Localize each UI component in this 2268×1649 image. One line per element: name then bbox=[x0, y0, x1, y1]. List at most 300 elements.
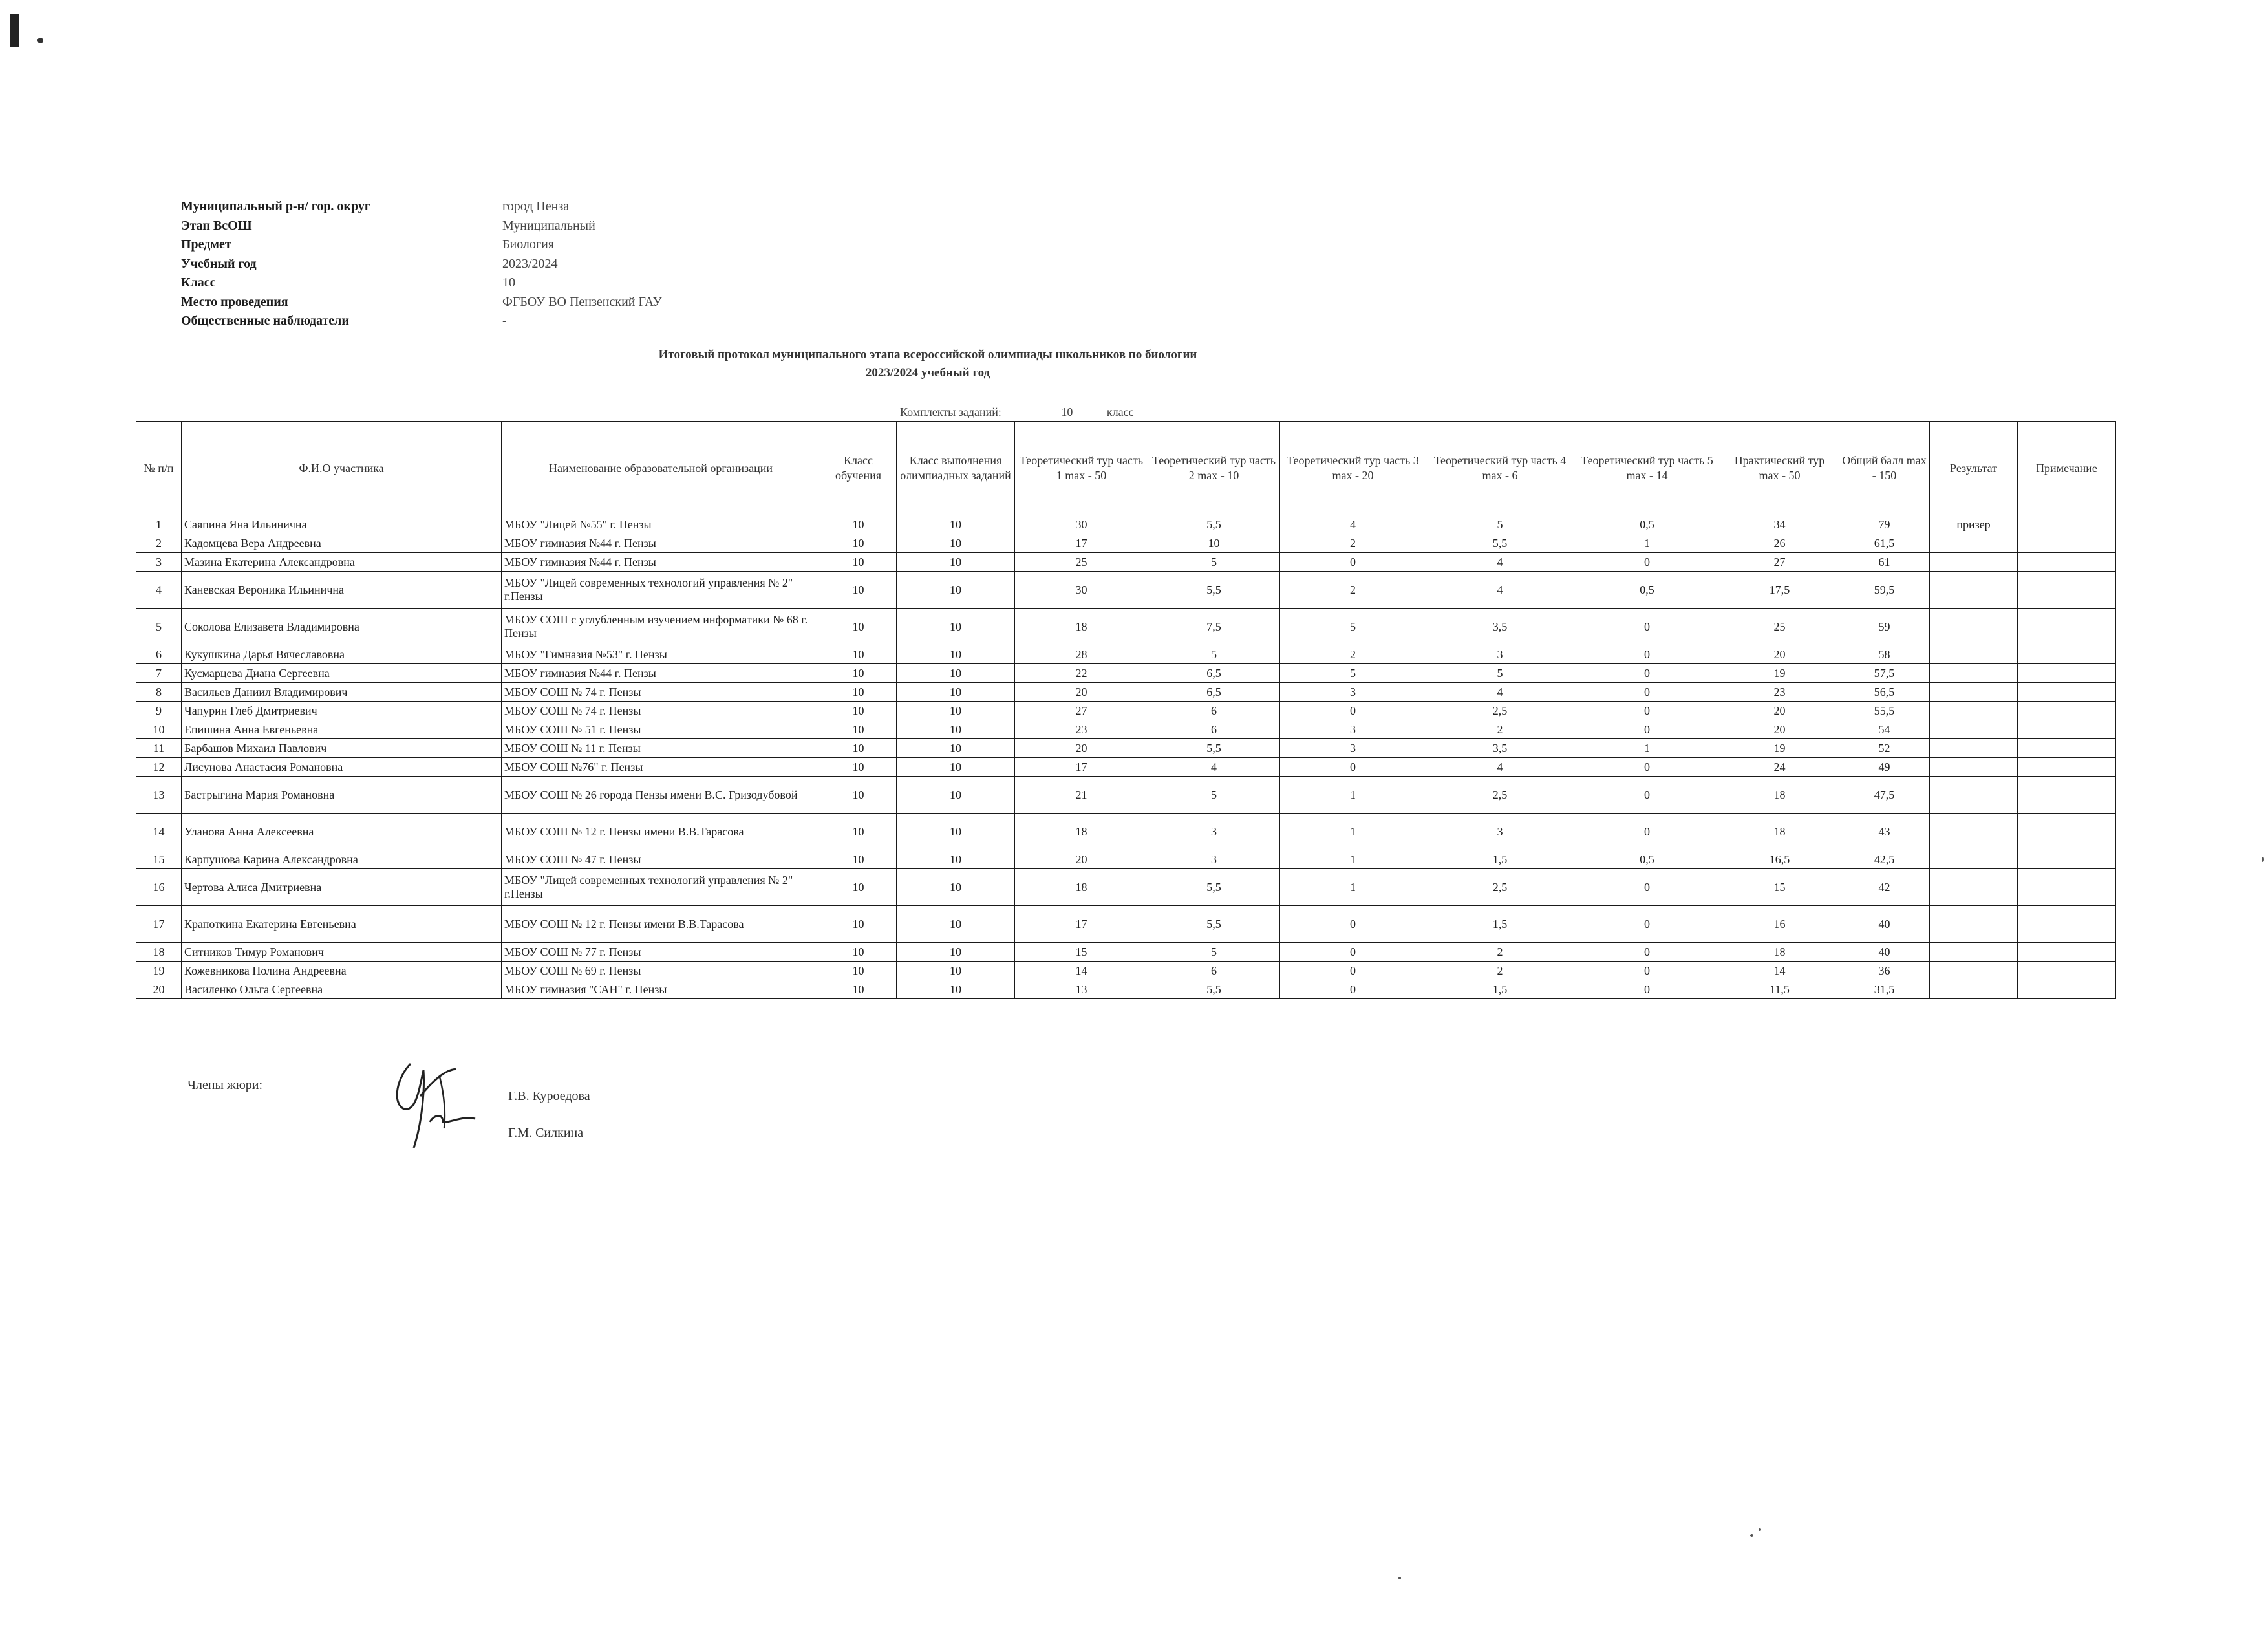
cell-t3: 1 bbox=[1280, 850, 1426, 869]
cell-t5: 1 bbox=[1574, 534, 1720, 553]
cell-name: Крапоткина Екатерина Евгеньевна bbox=[182, 906, 502, 943]
cell-t2: 7,5 bbox=[1148, 609, 1280, 645]
cell-t1: 15 bbox=[1015, 943, 1148, 962]
cell-name: Бастрыгина Мария Романовна bbox=[182, 777, 502, 814]
kits-label: Комплекты заданий: bbox=[900, 405, 1001, 418]
cell-n: 15 bbox=[136, 850, 182, 869]
cell-name: Каневская Вероника Ильинична bbox=[182, 572, 502, 609]
cell-n: 10 bbox=[136, 720, 182, 739]
cell-prac: 18 bbox=[1720, 943, 1839, 962]
scan-dot bbox=[37, 38, 43, 43]
cell-name: Епишина Анна Евгеньевна bbox=[182, 720, 502, 739]
cell-school: МБОУ гимназия №44 г. Пензы bbox=[502, 553, 820, 572]
cell-t1: 17 bbox=[1015, 906, 1148, 943]
cell-t2: 5,5 bbox=[1148, 906, 1280, 943]
cell-t5: 0,5 bbox=[1574, 850, 1720, 869]
cell-t5: 0 bbox=[1574, 906, 1720, 943]
header-field-value: 2023/2024 bbox=[502, 256, 558, 271]
cell-t1: 20 bbox=[1015, 739, 1148, 758]
cell-total: 52 bbox=[1839, 739, 1930, 758]
cell-t2: 5 bbox=[1148, 553, 1280, 572]
cell-t5: 0 bbox=[1574, 720, 1720, 739]
cell-n: 9 bbox=[136, 702, 182, 720]
cell-note bbox=[2018, 962, 2116, 980]
cell-name: Саяпина Яна Ильинична bbox=[182, 515, 502, 534]
cell-t1: 17 bbox=[1015, 758, 1148, 777]
header-field-value: город Пенза bbox=[502, 199, 570, 213]
table-row bbox=[136, 645, 2116, 664]
cell-n: 8 bbox=[136, 683, 182, 702]
cell-grade: 10 bbox=[820, 645, 897, 664]
cell-name: Уланова Анна Алексеевна bbox=[182, 814, 502, 850]
cell-t3: 2 bbox=[1280, 572, 1426, 609]
table-row bbox=[136, 962, 2116, 980]
cell-name: Чапурин Глеб Дмитриевич bbox=[182, 702, 502, 720]
cell-grade: 10 bbox=[820, 906, 897, 943]
header-field bbox=[181, 293, 662, 312]
cell-school: МБОУ гимназия №44 г. Пензы bbox=[502, 664, 820, 683]
cell-prac: 18 bbox=[1720, 777, 1839, 814]
cell-t2: 5,5 bbox=[1148, 869, 1280, 906]
cell-t4: 1,5 bbox=[1426, 850, 1574, 869]
cell-name: Барбашов Михаил Павлович bbox=[182, 739, 502, 758]
cell-t2: 5 bbox=[1148, 943, 1280, 962]
header-field-label: Муниципальный р-н/ гор. округ bbox=[181, 199, 370, 213]
header-field-label: Учебный год bbox=[181, 256, 257, 271]
cell-prac: 20 bbox=[1720, 645, 1839, 664]
cell-name: Ситников Тимур Романович bbox=[182, 943, 502, 962]
jury-members bbox=[508, 1078, 590, 1152]
table-row bbox=[136, 515, 2116, 534]
cell-grade-task: 10 bbox=[897, 702, 1015, 720]
title-line-1: Итоговый протокол муниципального этапа всероссийской олимпиады школьников по биологии bbox=[658, 348, 1197, 361]
header-field-value: ФГБОУ ВО Пензенский ГАУ bbox=[502, 294, 662, 309]
cell-n: 2 bbox=[136, 534, 182, 553]
cell-name: Василенко Ольга Сергеевна bbox=[182, 980, 502, 999]
column-header: Ф.И.О участника bbox=[182, 422, 502, 515]
cell-note bbox=[2018, 609, 2116, 645]
table-row bbox=[136, 739, 2116, 758]
cell-n: 4 bbox=[136, 572, 182, 609]
table-row bbox=[136, 758, 2116, 777]
cell-note bbox=[2018, 534, 2116, 553]
cell-total: 54 bbox=[1839, 720, 1930, 739]
column-header: Теоретический тур часть 2 max - 10 bbox=[1148, 422, 1280, 515]
cell-total: 57,5 bbox=[1839, 664, 1930, 683]
cell-grade-task: 10 bbox=[897, 553, 1015, 572]
cell-result bbox=[1930, 534, 2018, 553]
cell-grade-task: 10 bbox=[897, 943, 1015, 962]
cell-n: 13 bbox=[136, 777, 182, 814]
cell-prac: 11,5 bbox=[1720, 980, 1839, 999]
header-field-value: Муниципальный bbox=[502, 218, 595, 233]
table-row bbox=[136, 906, 2116, 943]
cell-n: 12 bbox=[136, 758, 182, 777]
cell-t4: 5 bbox=[1426, 515, 1574, 534]
cell-t2: 3 bbox=[1148, 850, 1280, 869]
cell-n: 11 bbox=[136, 739, 182, 758]
cell-total: 42 bbox=[1839, 869, 1930, 906]
cell-t2: 4 bbox=[1148, 758, 1280, 777]
cell-t4: 2 bbox=[1426, 720, 1574, 739]
header-field-value: 10 bbox=[502, 275, 515, 290]
header-field-value: Биология bbox=[502, 237, 555, 252]
cell-grade: 10 bbox=[820, 869, 897, 906]
cell-t2: 6 bbox=[1148, 720, 1280, 739]
cell-grade: 10 bbox=[820, 814, 897, 850]
cell-t1: 18 bbox=[1015, 814, 1148, 850]
column-header: Теоретический тур часть 4 max - 6 bbox=[1426, 422, 1574, 515]
cell-t5: 0 bbox=[1574, 777, 1720, 814]
cell-result bbox=[1930, 906, 2018, 943]
cell-t3: 0 bbox=[1280, 943, 1426, 962]
cell-t3: 1 bbox=[1280, 869, 1426, 906]
cell-result bbox=[1930, 702, 2018, 720]
kits-value: 10 bbox=[1061, 405, 1073, 418]
cell-name: Карпушова Карина Александровна bbox=[182, 850, 502, 869]
scan-speck bbox=[2262, 857, 2264, 862]
cell-school: МБОУ СОШ № 77 г. Пензы bbox=[502, 943, 820, 962]
cell-note bbox=[2018, 814, 2116, 850]
cell-n: 18 bbox=[136, 943, 182, 962]
cell-t3: 0 bbox=[1280, 758, 1426, 777]
cell-school: МБОУ "Лицей современных технологий управления № 2" г.Пензы bbox=[502, 869, 820, 906]
cell-note bbox=[2018, 739, 2116, 758]
cell-total: 58 bbox=[1839, 645, 1930, 664]
cell-grade-task: 10 bbox=[897, 980, 1015, 999]
cell-t3: 5 bbox=[1280, 664, 1426, 683]
cell-total: 59 bbox=[1839, 609, 1930, 645]
header-field bbox=[181, 274, 662, 293]
document-title bbox=[491, 346, 1364, 382]
cell-note bbox=[2018, 515, 2116, 534]
column-header: Результат bbox=[1930, 422, 2018, 515]
cell-grade-task: 10 bbox=[897, 777, 1015, 814]
table-row bbox=[136, 814, 2116, 850]
cell-t1: 20 bbox=[1015, 683, 1148, 702]
cell-grade: 10 bbox=[820, 553, 897, 572]
cell-grade-task: 10 bbox=[897, 645, 1015, 664]
cell-total: 47,5 bbox=[1839, 777, 1930, 814]
cell-grade-task: 10 bbox=[897, 720, 1015, 739]
cell-result bbox=[1930, 609, 2018, 645]
cell-n: 1 bbox=[136, 515, 182, 534]
cell-n: 5 bbox=[136, 609, 182, 645]
protocol-header bbox=[181, 197, 662, 331]
table-row bbox=[136, 943, 2116, 962]
cell-t3: 4 bbox=[1280, 515, 1426, 534]
cell-t1: 25 bbox=[1015, 553, 1148, 572]
cell-grade-task: 10 bbox=[897, 534, 1015, 553]
scan-speck bbox=[1750, 1534, 1753, 1537]
cell-grade-task: 10 bbox=[897, 683, 1015, 702]
header-field bbox=[181, 255, 662, 274]
cell-school: МБОУ "Лицей современных технологий управления № 2" г.Пензы bbox=[502, 572, 820, 609]
cell-t1: 13 bbox=[1015, 980, 1148, 999]
cell-school: МБОУ СОШ № 74 г. Пензы bbox=[502, 683, 820, 702]
header-field-value: - bbox=[502, 314, 507, 328]
cell-grade-task: 10 bbox=[897, 739, 1015, 758]
cell-result: призер bbox=[1930, 515, 2018, 534]
cell-grade: 10 bbox=[820, 683, 897, 702]
cell-prac: 19 bbox=[1720, 739, 1839, 758]
cell-total: 56,5 bbox=[1839, 683, 1930, 702]
jury-label: Члены жюри: bbox=[187, 1078, 263, 1092]
column-header: Класс обучения bbox=[820, 422, 897, 515]
cell-total: 40 bbox=[1839, 906, 1930, 943]
cell-t1: 17 bbox=[1015, 534, 1148, 553]
cell-grade: 10 bbox=[820, 702, 897, 720]
cell-name: Кукушкина Дарья Вячеславовна bbox=[182, 645, 502, 664]
cell-n: 20 bbox=[136, 980, 182, 999]
table-row bbox=[136, 720, 2116, 739]
task-kits bbox=[900, 405, 1134, 419]
cell-t2: 5,5 bbox=[1148, 572, 1280, 609]
cell-total: 43 bbox=[1839, 814, 1930, 850]
cell-result bbox=[1930, 814, 2018, 850]
cell-prac: 34 bbox=[1720, 515, 1839, 534]
cell-t5: 0 bbox=[1574, 702, 1720, 720]
cell-t1: 30 bbox=[1015, 515, 1148, 534]
cell-grade: 10 bbox=[820, 962, 897, 980]
cell-t4: 2,5 bbox=[1426, 777, 1574, 814]
scan-speck bbox=[1398, 1577, 1401, 1579]
cell-name: Кадомцева Вера Андреевна bbox=[182, 534, 502, 553]
cell-t1: 27 bbox=[1015, 702, 1148, 720]
cell-n: 16 bbox=[136, 869, 182, 906]
column-header: Практический тур max - 50 bbox=[1720, 422, 1839, 515]
cell-total: 61,5 bbox=[1839, 534, 1930, 553]
cell-prac: 20 bbox=[1720, 702, 1839, 720]
cell-t4: 3 bbox=[1426, 814, 1574, 850]
jury-signature bbox=[385, 1051, 501, 1161]
cell-total: 49 bbox=[1839, 758, 1930, 777]
cell-result bbox=[1930, 777, 2018, 814]
cell-t4: 3,5 bbox=[1426, 609, 1574, 645]
cell-grade: 10 bbox=[820, 739, 897, 758]
cell-note bbox=[2018, 702, 2116, 720]
header-field-label: Этап ВсОШ bbox=[181, 218, 252, 233]
cell-t2: 5 bbox=[1148, 777, 1280, 814]
cell-total: 59,5 bbox=[1839, 572, 1930, 609]
cell-grade: 10 bbox=[820, 777, 897, 814]
cell-t4: 1,5 bbox=[1426, 980, 1574, 999]
cell-total: 31,5 bbox=[1839, 980, 1930, 999]
cell-grade: 10 bbox=[820, 850, 897, 869]
cell-note bbox=[2018, 645, 2116, 664]
cell-grade: 10 bbox=[820, 515, 897, 534]
table-row bbox=[136, 553, 2116, 572]
cell-t4: 3 bbox=[1426, 645, 1574, 664]
cell-t3: 1 bbox=[1280, 814, 1426, 850]
cell-n: 17 bbox=[136, 906, 182, 943]
column-header: Наименование образовательной организации bbox=[502, 422, 820, 515]
cell-result bbox=[1930, 980, 2018, 999]
cell-prac: 16,5 bbox=[1720, 850, 1839, 869]
cell-t3: 0 bbox=[1280, 980, 1426, 999]
header-field-label: Предмет bbox=[181, 237, 231, 252]
cell-n: 19 bbox=[136, 962, 182, 980]
column-header: Примечание bbox=[2018, 422, 2116, 515]
cell-t3: 3 bbox=[1280, 720, 1426, 739]
cell-school: МБОУ "Лицей №55" г. Пензы bbox=[502, 515, 820, 534]
cell-note bbox=[2018, 943, 2116, 962]
cell-school: МБОУ гимназия №44 г. Пензы bbox=[502, 534, 820, 553]
cell-t5: 0 bbox=[1574, 980, 1720, 999]
cell-school: МБОУ СОШ №76" г. Пензы bbox=[502, 758, 820, 777]
cell-note bbox=[2018, 553, 2116, 572]
cell-t2: 6 bbox=[1148, 962, 1280, 980]
cell-t2: 5 bbox=[1148, 645, 1280, 664]
cell-t2: 5,5 bbox=[1148, 980, 1280, 999]
cell-prac: 24 bbox=[1720, 758, 1839, 777]
cell-note bbox=[2018, 777, 2116, 814]
cell-prac: 15 bbox=[1720, 869, 1839, 906]
cell-result bbox=[1930, 720, 2018, 739]
cell-result bbox=[1930, 869, 2018, 906]
cell-t3: 2 bbox=[1280, 534, 1426, 553]
cell-name: Кожевникова Полина Андреевна bbox=[182, 962, 502, 980]
cell-result bbox=[1930, 943, 2018, 962]
cell-grade: 10 bbox=[820, 534, 897, 553]
results-table bbox=[136, 421, 2116, 999]
column-header: № п/п bbox=[136, 422, 182, 515]
cell-t5: 0 bbox=[1574, 553, 1720, 572]
cell-t4: 1,5 bbox=[1426, 906, 1574, 943]
table-row bbox=[136, 609, 2116, 645]
table-row bbox=[136, 683, 2116, 702]
cell-prac: 26 bbox=[1720, 534, 1839, 553]
cell-school: МБОУ СОШ № 26 города Пензы имени В.С. Гризодубовой bbox=[502, 777, 820, 814]
cell-t1: 20 bbox=[1015, 850, 1148, 869]
cell-t2: 5,5 bbox=[1148, 515, 1280, 534]
cell-total: 36 bbox=[1839, 962, 1930, 980]
cell-grade-task: 10 bbox=[897, 515, 1015, 534]
cell-note bbox=[2018, 906, 2116, 943]
cell-t3: 3 bbox=[1280, 739, 1426, 758]
cell-grade-task: 10 bbox=[897, 850, 1015, 869]
cell-grade: 10 bbox=[820, 609, 897, 645]
cell-t5: 0,5 bbox=[1574, 515, 1720, 534]
cell-name: Васильев Даниил Владимирович bbox=[182, 683, 502, 702]
cell-grade-task: 10 bbox=[897, 906, 1015, 943]
cell-school: МБОУ СОШ № 47 г. Пензы bbox=[502, 850, 820, 869]
cell-note bbox=[2018, 850, 2116, 869]
cell-t3: 1 bbox=[1280, 777, 1426, 814]
cell-total: 55,5 bbox=[1839, 702, 1930, 720]
column-header: Теоретический тур часть 5 max - 14 bbox=[1574, 422, 1720, 515]
cell-t1: 18 bbox=[1015, 609, 1148, 645]
cell-name: Чертова Алиса Дмитриевна bbox=[182, 869, 502, 906]
table-header-row bbox=[136, 422, 2116, 515]
cell-grade-task: 10 bbox=[897, 609, 1015, 645]
cell-t3: 0 bbox=[1280, 553, 1426, 572]
cell-t4: 4 bbox=[1426, 758, 1574, 777]
cell-t3: 2 bbox=[1280, 645, 1426, 664]
cell-t4: 2 bbox=[1426, 943, 1574, 962]
cell-t4: 5 bbox=[1426, 664, 1574, 683]
cell-t1: 18 bbox=[1015, 869, 1148, 906]
header-field-label: Место проведения bbox=[181, 294, 288, 309]
cell-n: 6 bbox=[136, 645, 182, 664]
cell-prac: 17,5 bbox=[1720, 572, 1839, 609]
cell-result bbox=[1930, 739, 2018, 758]
cell-note bbox=[2018, 683, 2116, 702]
header-field bbox=[181, 312, 662, 331]
header-field bbox=[181, 217, 662, 236]
cell-t5: 0,5 bbox=[1574, 572, 1720, 609]
cell-name: Соколова Елизавета Владимировна bbox=[182, 609, 502, 645]
cell-note bbox=[2018, 869, 2116, 906]
cell-t5: 0 bbox=[1574, 683, 1720, 702]
jury-member: Г.М. Силкина bbox=[508, 1126, 584, 1140]
cell-name: Кусмарцева Диана Сергеевна bbox=[182, 664, 502, 683]
cell-t3: 5 bbox=[1280, 609, 1426, 645]
cell-t4: 5,5 bbox=[1426, 534, 1574, 553]
cell-school: МБОУ гимназия "САН" г. Пензы bbox=[502, 980, 820, 999]
cell-result bbox=[1930, 683, 2018, 702]
cell-total: 79 bbox=[1839, 515, 1930, 534]
cell-t2: 5,5 bbox=[1148, 739, 1280, 758]
cell-school: МБОУ СОШ № 12 г. Пензы имени В.В.Тарасова bbox=[502, 814, 820, 850]
cell-t5: 0 bbox=[1574, 869, 1720, 906]
table-row bbox=[136, 702, 2116, 720]
scan-speck bbox=[1759, 1528, 1761, 1531]
cell-t5: 0 bbox=[1574, 814, 1720, 850]
cell-t5: 0 bbox=[1574, 943, 1720, 962]
cell-t5: 0 bbox=[1574, 962, 1720, 980]
cell-school: МБОУ СОШ № 69 г. Пензы bbox=[502, 962, 820, 980]
kits-suffix: класс bbox=[1106, 405, 1134, 418]
cell-grade: 10 bbox=[820, 943, 897, 962]
cell-note bbox=[2018, 720, 2116, 739]
cell-result bbox=[1930, 758, 2018, 777]
cell-t1: 22 bbox=[1015, 664, 1148, 683]
cell-total: 42,5 bbox=[1839, 850, 1930, 869]
cell-t5: 0 bbox=[1574, 609, 1720, 645]
cell-t4: 2,5 bbox=[1426, 702, 1574, 720]
scan-mark bbox=[10, 14, 19, 47]
cell-t1: 14 bbox=[1015, 962, 1148, 980]
cell-t4: 4 bbox=[1426, 683, 1574, 702]
header-field bbox=[181, 235, 662, 255]
cell-grade: 10 bbox=[820, 980, 897, 999]
cell-grade: 10 bbox=[820, 572, 897, 609]
cell-n: 3 bbox=[136, 553, 182, 572]
cell-note bbox=[2018, 980, 2116, 999]
column-header: Теоретический тур часть 1 max - 50 bbox=[1015, 422, 1148, 515]
cell-name: Мазина Екатерина Александровна bbox=[182, 553, 502, 572]
cell-t5: 0 bbox=[1574, 758, 1720, 777]
cell-t3: 0 bbox=[1280, 702, 1426, 720]
cell-prac: 16 bbox=[1720, 906, 1839, 943]
cell-t4: 3,5 bbox=[1426, 739, 1574, 758]
cell-t2: 6,5 bbox=[1148, 664, 1280, 683]
cell-grade-task: 10 bbox=[897, 962, 1015, 980]
cell-school: МБОУ "Гимназия №53" г. Пензы bbox=[502, 645, 820, 664]
cell-result bbox=[1930, 572, 2018, 609]
cell-t4: 2,5 bbox=[1426, 869, 1574, 906]
cell-result bbox=[1930, 962, 2018, 980]
cell-n: 14 bbox=[136, 814, 182, 850]
cell-t1: 28 bbox=[1015, 645, 1148, 664]
cell-t1: 21 bbox=[1015, 777, 1148, 814]
cell-school: МБОУ СОШ № 74 г. Пензы bbox=[502, 702, 820, 720]
cell-school: МБОУ СОШ № 11 г. Пензы bbox=[502, 739, 820, 758]
cell-result bbox=[1930, 553, 2018, 572]
cell-n: 7 bbox=[136, 664, 182, 683]
cell-result bbox=[1930, 645, 2018, 664]
